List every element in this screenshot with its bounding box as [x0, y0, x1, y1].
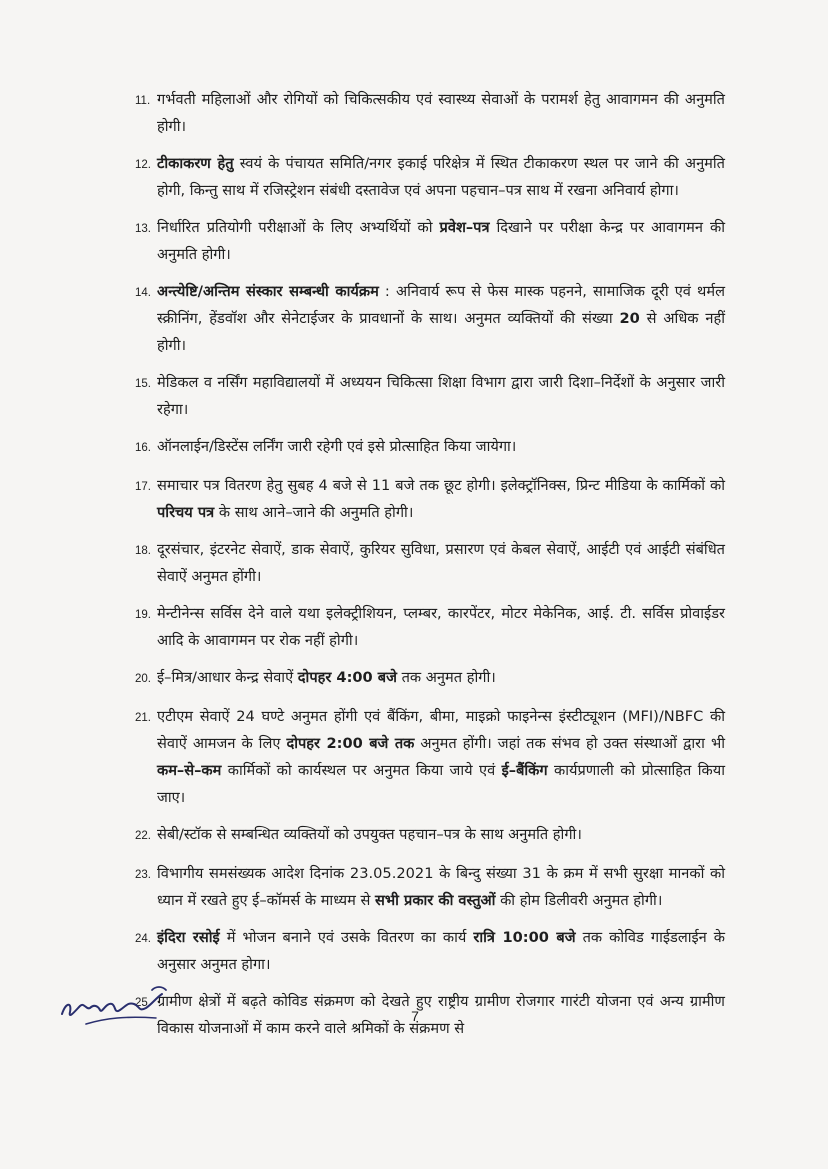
text-run: मेडिकल व नर्सिंग महाविद्यालयों में अध्ययन चिकित्सा शिक्षा विभाग द्वारा जारी दिशा–निर्देशों के अनुसार जारी रहेगा।: [157, 374, 725, 418]
item-text: [157, 988, 725, 1042]
handwritten-signature-icon: [56, 980, 174, 1036]
list-item: [135, 536, 725, 590]
list-item: [135, 600, 725, 654]
text-run: तक अनुमत होगी।: [396, 669, 496, 686]
item-number: 12.: [135, 159, 151, 171]
bold-phrase: सभी प्रकार की वस्तुओं: [375, 892, 496, 909]
text-run: दूरसंचार, इंटरनेट सेवाऐं, डाक सेवाऐं, कुरियर सुविधा, प्रसारण एवं केबल सेवाऐं, आईटी एवं आईटी संबंधित सेवाऐं अनुमत होंगी।: [157, 541, 725, 585]
item-text: [157, 924, 725, 978]
bold-phrase: प्रवेश–पत्र: [439, 219, 490, 236]
list-item: [135, 369, 725, 423]
list-item: [135, 86, 725, 140]
item-text: [157, 821, 725, 848]
text-run: एटीएम सेवाऐं 24 घण्टे अनुमत होंगी एवं बैंकिंग, बीमा, माइक्रो फाइनेन्स इंस्टीट्यूशन (MFI)/NBFC की सेवाऐं आमजन के लिए: [157, 708, 725, 752]
item-text: [157, 664, 725, 691]
item-text: [157, 536, 725, 590]
text-run: सेबी/स्टॉक से सम्बन्धित व्यक्तियों को उपयुक्त पहचान–पत्र के साथ अनुमति होगी।: [157, 826, 582, 843]
text-run: मेन्टीनेन्स सर्विस देने वाले यथा इलेक्ट्रीशियन, प्लम्बर, कारपेंटर, मोटर मेकेनिक, आई. टी. सर्विस प्रोवाईडर आदि के आवागमन पर रोक नहीं होगी।: [157, 605, 725, 649]
text-run: समाचार पत्र वितरण हेतु सुबह 4 बजे से 11 बजे तक छूट होगी। इलेक्ट्रॉनिक्स, प्रिन्ट मीडिया के कार्मिकों को: [157, 477, 725, 494]
text-run: तक कोविड गाईडलाईन के अनुसार अनुमत होगा।: [157, 929, 725, 973]
text-run: ऑनलाईन/डिस्टेंस लर्निंग जारी रहेगी एवं इसे प्रोत्साहित किया जायेगा।: [157, 438, 517, 455]
list-item: [135, 433, 725, 462]
item-number: 24.: [135, 933, 151, 945]
bold-phrase: कम–से–कम: [157, 762, 222, 779]
item-number: 16.: [135, 442, 151, 454]
item-text: [157, 86, 725, 140]
list-item: [135, 150, 725, 204]
guideline-list: [135, 86, 725, 1052]
text-run: अनुमत होंगी। जहां तक संभव हो उक्त संस्थाओं द्वारा भी: [414, 735, 725, 752]
item-text: [157, 278, 725, 359]
item-number: 20.: [135, 673, 151, 685]
item-text: [157, 214, 725, 268]
list-item: [135, 664, 725, 693]
list-item: [135, 821, 725, 850]
text-run: के साथ आने–जाने की अनुमति होगी।: [214, 504, 414, 521]
list-item: [135, 472, 725, 526]
text-run: से अधिक नहीं होगी।: [157, 310, 725, 354]
bold-phrase: इंदिरा रसोई: [157, 929, 220, 946]
item-text: [157, 860, 725, 914]
item-number: 19.: [135, 609, 151, 621]
item-number: 25.: [135, 997, 151, 1009]
item-text: [157, 369, 725, 423]
list-item: [135, 924, 725, 978]
page-number: 7: [411, 1008, 419, 1024]
item-number: 17.: [135, 481, 151, 493]
bold-phrase: दोपहर 4:00 बजे: [297, 669, 397, 686]
list-item: [135, 988, 725, 1042]
text-run: निर्धारित प्रतियोगी परीक्षाओं के लिए अभ्यर्थियों को: [157, 219, 440, 236]
list-item: [135, 860, 725, 914]
item-number: 23.: [135, 869, 151, 881]
text-run: ग्रामीण क्षेत्रों में बढ़ते कोविड संक्रमण को देखते हुए राष्ट्रीय ग्रामीण रोजगार गारंटी योजना एवं अन्य ग्रामीण विकास योजनाओं में काम करने वाले श्रमिकों के संक्रमण से: [157, 993, 725, 1037]
item-text: [157, 150, 725, 204]
item-number: 18.: [135, 545, 151, 557]
text-run: स्वयं के पंचायत समिति/नगर इकाई परिक्षेत्र में स्थित टीकाकरण स्थल पर जाने की अनुमति होगी, किन्तु साथ में रजिस्ट्रेशन संबंधी दस्तावेज एवं अपना पहचान–पत्र साथ में रखना अनिवार्य होगा।: [157, 155, 725, 199]
text-run: कार्मिकों को कार्यस्थल पर अनुमत किया जाये एवं: [221, 762, 502, 779]
item-text: [157, 433, 725, 460]
text-run: की होम डिलीवरी अनुमत होगी।: [495, 892, 663, 909]
item-number: 14.: [135, 287, 151, 299]
bold-phrase: 20: [619, 310, 640, 327]
item-text: [157, 472, 725, 526]
item-number: 11.: [135, 95, 151, 107]
item-number: 22.: [135, 830, 151, 842]
text-run: कार्यप्रणाली को प्रोत्साहित किया जाए।: [157, 762, 725, 806]
item-text: [157, 703, 725, 811]
item-number: 13.: [135, 223, 151, 235]
list-item: [135, 214, 725, 268]
bold-phrase: अन्त्येष्टि/अन्तिम संस्कार सम्बन्धी कार्यक्रम: [157, 283, 379, 300]
text-run: दिखाने पर परीक्षा केन्द्र पर आवागमन की अनुमति होगी।: [157, 219, 725, 263]
item-number: 21.: [135, 712, 151, 724]
item-text: [157, 600, 725, 654]
bold-phrase: दोपहर 2:00 बजे तक: [286, 735, 415, 752]
text-run: : अनिवार्य रूप से फेस मास्क पहनने, सामाजिक दूरी एवं थर्मल स्क्रीनिंग, हेंडवॉश और सेनेटाईजर के प्रावधानों के साथ। अनुमत व्यक्तियों की संख्या: [157, 283, 725, 327]
text-run: गर्भवती महिलाओं और रोगियों को चिकित्सकीय एवं स्वास्थ्य सेवाओं के परामर्श हेतु आवागमन की अनुमति होगी।: [157, 91, 726, 135]
text-run: में भोजन बनाने एवं उसके वितरण का कार्य: [219, 929, 474, 946]
text-run: विभागीय समसंख्यक आदेश दिनांक 23.05.2021 के बिन्दु संख्या 31 के क्रम में सभी सुरक्षा मानकों को ध्यान में रखते हुए ई–कॉमर्स के माध्यम से: [157, 865, 725, 909]
bold-phrase: ई–बैंकिंग: [501, 762, 548, 779]
bold-phrase: टीकाकरण हेतु: [157, 155, 234, 172]
item-number: 15.: [135, 378, 151, 390]
list-item: [135, 278, 725, 359]
bold-phrase: रात्रि 10:00 बजे: [473, 929, 576, 946]
text-run: ई–मित्र/आधार केन्द्र सेवाऐं: [157, 669, 298, 686]
bold-phrase: परिचय पत्र: [157, 504, 215, 521]
list-item: [135, 703, 725, 811]
